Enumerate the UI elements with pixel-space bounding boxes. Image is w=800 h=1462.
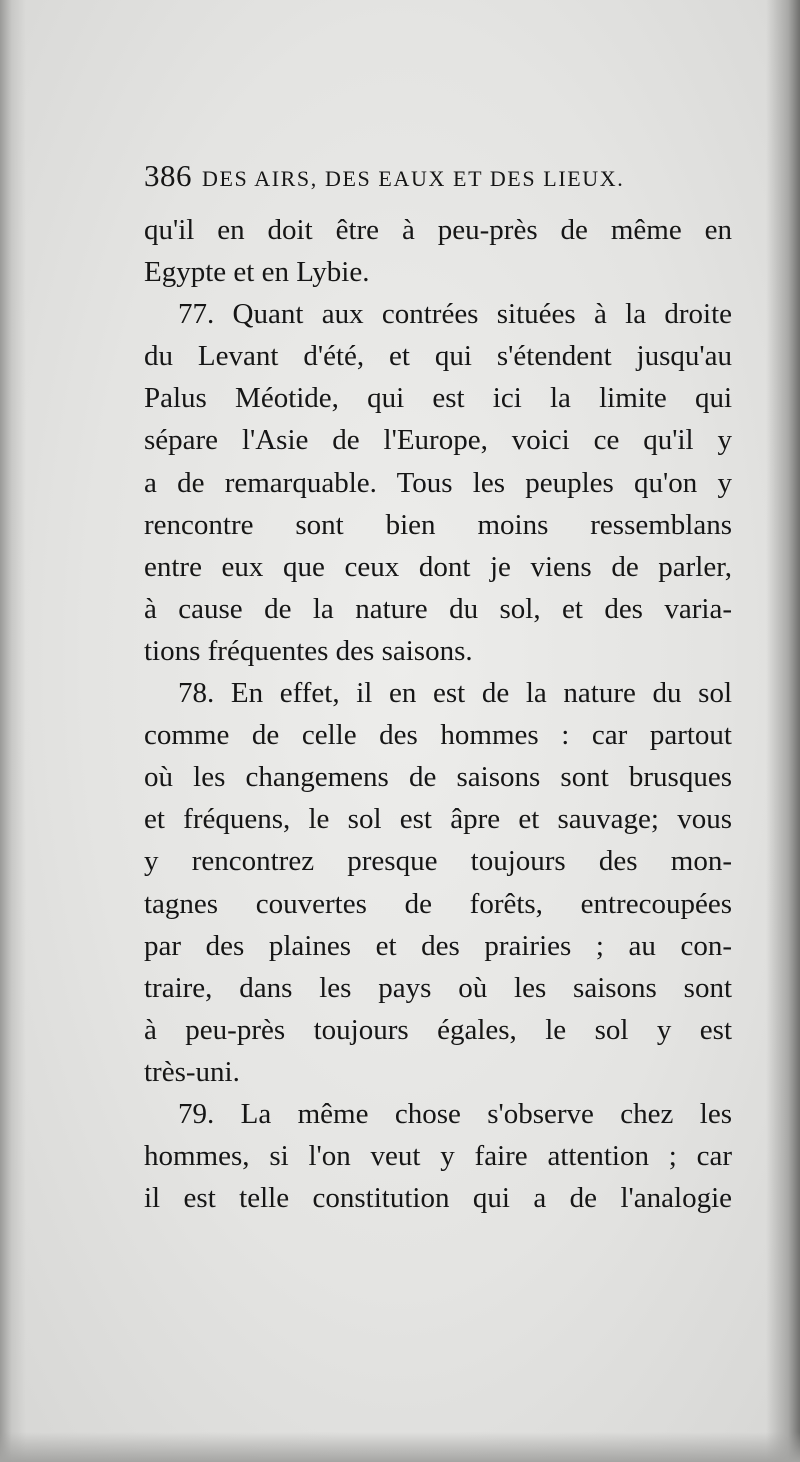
text-line: y rencontrez presque toujours des mon- [144, 845, 732, 878]
text-line: Palus Méotide, qui est ici la limite qui [144, 382, 732, 415]
text-line: 78. En effet, il en est de la nature du sol [178, 677, 732, 710]
text-line: traire, dans les pays où les saisons sont [144, 971, 732, 1004]
text-line: et fréquens, le sol est âpre et sauvage; vous [144, 803, 732, 836]
text-line: a de remarquable. Tous les peuples qu'on y [144, 466, 732, 499]
text-line: 79. La même chose s'observe chez les [178, 1097, 732, 1130]
text-line: rencontre sont bien moins ressemblans [144, 508, 732, 541]
text-line: Egypte et en Lybie. [144, 256, 370, 289]
text-line: 77. Quant aux contrées situées à la droite [178, 298, 732, 331]
text-line: il est telle constitution qui a de l'analogie [144, 1182, 732, 1215]
text-line: tions fréquentes des saisons. [144, 634, 473, 667]
text-line: par des plaines et des prairies ; au con- [144, 929, 732, 962]
text-line: où les changemens de saisons sont brusques [144, 761, 732, 794]
page-left-edge-shadow [0, 0, 26, 1462]
text-line: entre eux que ceux dont je viens de parler, [144, 550, 732, 583]
text-line: hommes, si l'on veut y faire attention ; car [144, 1140, 732, 1173]
text-line: qu'il en doit être à peu-près de même en [144, 214, 732, 246]
running-header [144, 158, 734, 198]
text-line: à cause de la nature du sol, et des varia- [144, 592, 732, 625]
text-line: très-uni. [144, 1055, 240, 1088]
text-line: tagnes couvertes de forêts, entrecoupées [144, 887, 732, 920]
page-right-edge-shadow [766, 0, 800, 1462]
text-line: sépare l'Asie de l'Europe, voici ce qu'il y [144, 424, 732, 457]
page-number: 386 [144, 158, 192, 193]
text-line: comme de celle des hommes : car partout [144, 719, 732, 752]
page-bottom-edge-shadow [0, 1432, 800, 1462]
text-line: à peu-près toujours égales, le sol y est [144, 1013, 732, 1046]
text-line: du Levant d'été, et qui s'étendent jusqu'au [144, 340, 732, 373]
running-title: DES AIRS, DES EAUX ET DES LIEUX. [202, 166, 625, 191]
body-text [144, 209, 732, 1219]
